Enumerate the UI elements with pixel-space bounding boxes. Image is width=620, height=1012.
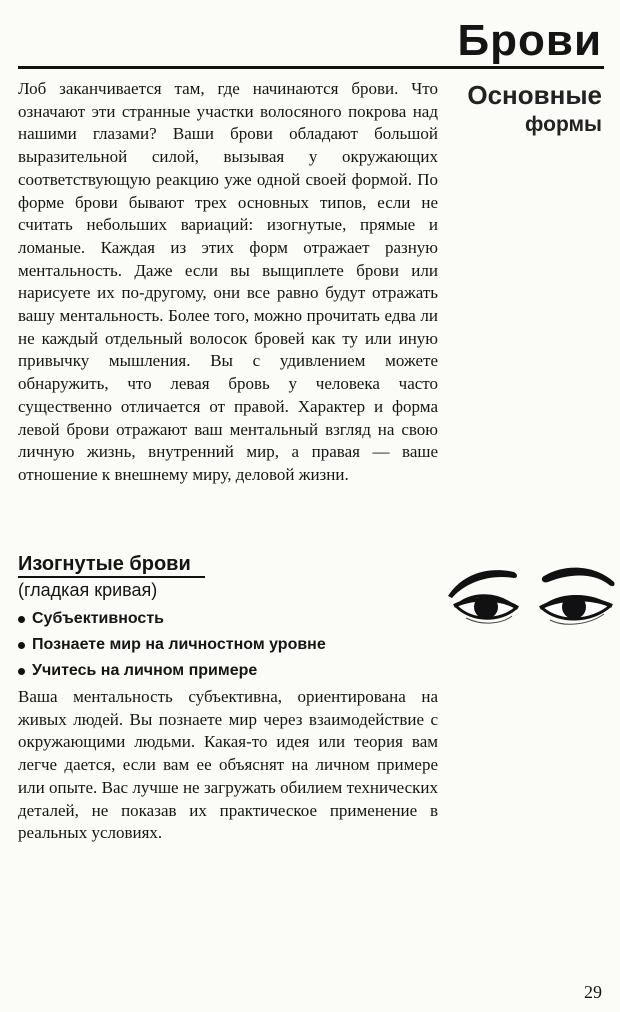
list-item-label: Учитесь на личном примере (32, 662, 258, 679)
curved-brows-section (18, 552, 438, 845)
side-heading-line1: Основные (467, 80, 602, 110)
header-rule (18, 66, 604, 69)
arched-eyebrows-eyes-icon (442, 562, 620, 639)
traits-list (18, 606, 438, 684)
list-item (18, 632, 438, 658)
section-subtitle: (гладкая кривая) (18, 580, 158, 600)
intro-paragraph: Лоб заканчивается там, где начинаются брови. Что означают эти странные участки волосяного покрова над нашими глазами? Ваши брови обладают большой выразительной силой, вызывая у окружающих соответствующую реакцию уже одной своей формой. По форме брови бывают трех основных типов, если не считать небольших вариаций: изогнутые, прямые и ломаные. Каждая из этих форм отражает разную ментальность. Даже если вы выщиплете брови или нарисуете их по-другому, они все равно будут отражать вашу ментальность. Более того, можно прочитать едва ли не каждый отдельный волосок бровей как ту или иную привычку мышления. Вы с удивлением можете обнаружить, что левая бровь у человека часто существенно отличается от правой. Характер и форма левой брови отражают ваш ментальный взгляд на свою личную жизнь, внутренний мир, а правая — ваше отношение к внешнему миру, деловой жизни. (18, 79, 438, 484)
bullet-icon (18, 616, 25, 623)
bullet-icon (18, 668, 25, 675)
list-item-label: Познаете мир на личностном уровне (32, 636, 326, 653)
section-paragraph: Ваша ментальность субъективна, ориентирована на живых людей. Вы познаете мир через взаимодействие с окружающими людьми. Какая-то идея или теория вам легче дается, если вам ее объяснят на личном примере или опыте. Вас лучше не загружать обилием технических деталей, не показав их практическое применение в реальных условиях. (18, 687, 438, 843)
bullet-icon (18, 642, 25, 649)
page-number: 29 (584, 982, 602, 1002)
side-heading-line2: формы (525, 113, 602, 136)
list-item (18, 606, 438, 632)
list-item (18, 658, 438, 684)
chapter-title: Брови (457, 16, 602, 65)
list-item-label: Субъективность (32, 610, 164, 627)
section-title: Изогнутые брови (18, 552, 205, 578)
side-heading (452, 80, 602, 140)
